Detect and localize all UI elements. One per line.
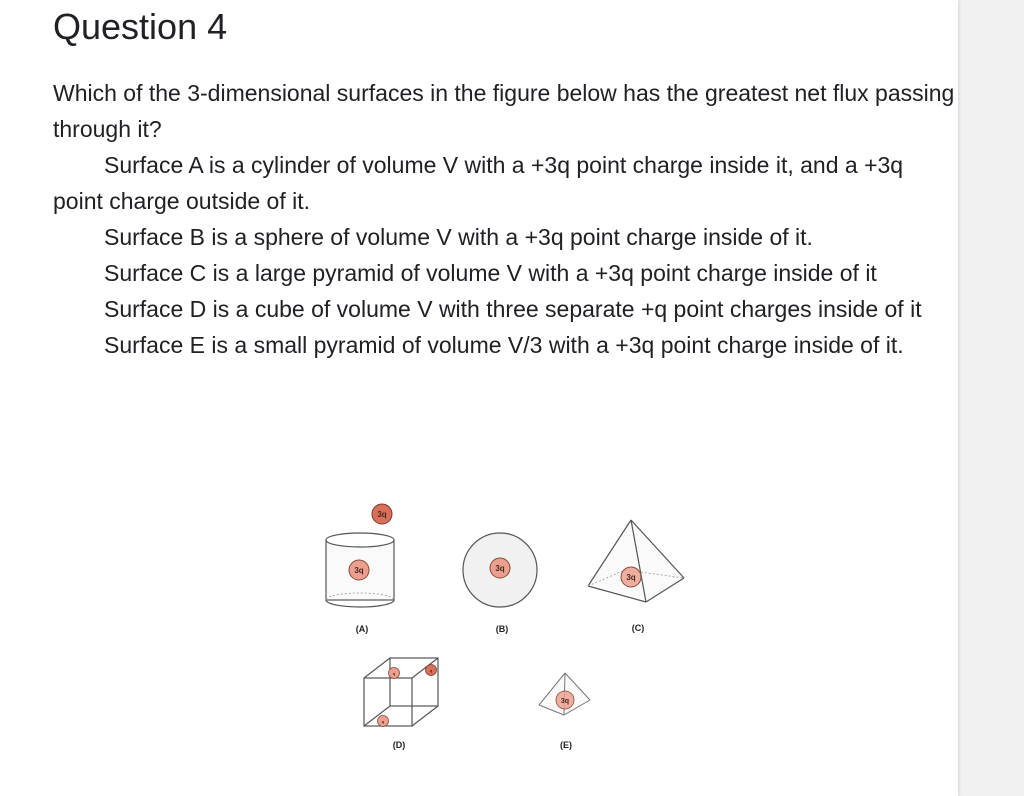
surface-a-description: Surface A is a cylinder of volume V with a +3q point charge inside it, and a +3q point charge outside of it. bbox=[53, 152, 904, 214]
charge-cube-1 bbox=[389, 668, 400, 679]
charge-inside-cylinder-label: 3q bbox=[354, 566, 364, 575]
charge-inside-cylinder bbox=[349, 560, 369, 580]
charge-cube-3-label: q bbox=[381, 719, 385, 724]
surfaces-figure-svg bbox=[300, 490, 720, 770]
label-d: (D) bbox=[392, 740, 406, 750]
question-prompt: Which of the 3-dimensional surfaces in the figure below has the greatest net flux passing through it? bbox=[53, 80, 955, 142]
charge-outside-cylinder-label: 3q bbox=[377, 510, 387, 519]
charge-cube-1-label: q bbox=[392, 671, 396, 676]
charge-outside-cylinder bbox=[372, 504, 392, 524]
charge-cube-2 bbox=[426, 665, 437, 676]
charge-cube-3 bbox=[378, 716, 389, 727]
label-e: (E) bbox=[560, 740, 572, 750]
charge-in-pyramid-c-label: 3q bbox=[626, 573, 636, 582]
pyramid-surface-e bbox=[539, 673, 590, 715]
surfaces-figure bbox=[300, 490, 720, 770]
charge-in-sphere-label: 3q bbox=[495, 564, 505, 573]
label-b: (B) bbox=[495, 624, 509, 634]
sphere-surface-b bbox=[463, 533, 537, 607]
label-c: (C) bbox=[631, 623, 645, 633]
pyramid-surface-c bbox=[588, 520, 684, 602]
question-title: Question 4 bbox=[53, 6, 228, 47]
charge-in-pyramid-e-label: 3q bbox=[560, 698, 570, 705]
surface-c-description: Surface C is a large pyramid of volume V with a +3q point charge inside of it bbox=[104, 260, 877, 286]
question-body bbox=[53, 75, 958, 363]
label-a: (A) bbox=[355, 624, 369, 634]
surface-d-description: Surface D is a cube of volume V with three separate +q point charges inside of it bbox=[104, 296, 922, 322]
surface-b-description: Surface B is a sphere of volume V with a +3q point charge inside of it. bbox=[104, 224, 813, 250]
surface-e-description: Surface E is a small pyramid of volume V/3 with a +3q point charge inside of it. bbox=[104, 332, 904, 358]
charge-cube-2-label: q bbox=[429, 668, 433, 673]
